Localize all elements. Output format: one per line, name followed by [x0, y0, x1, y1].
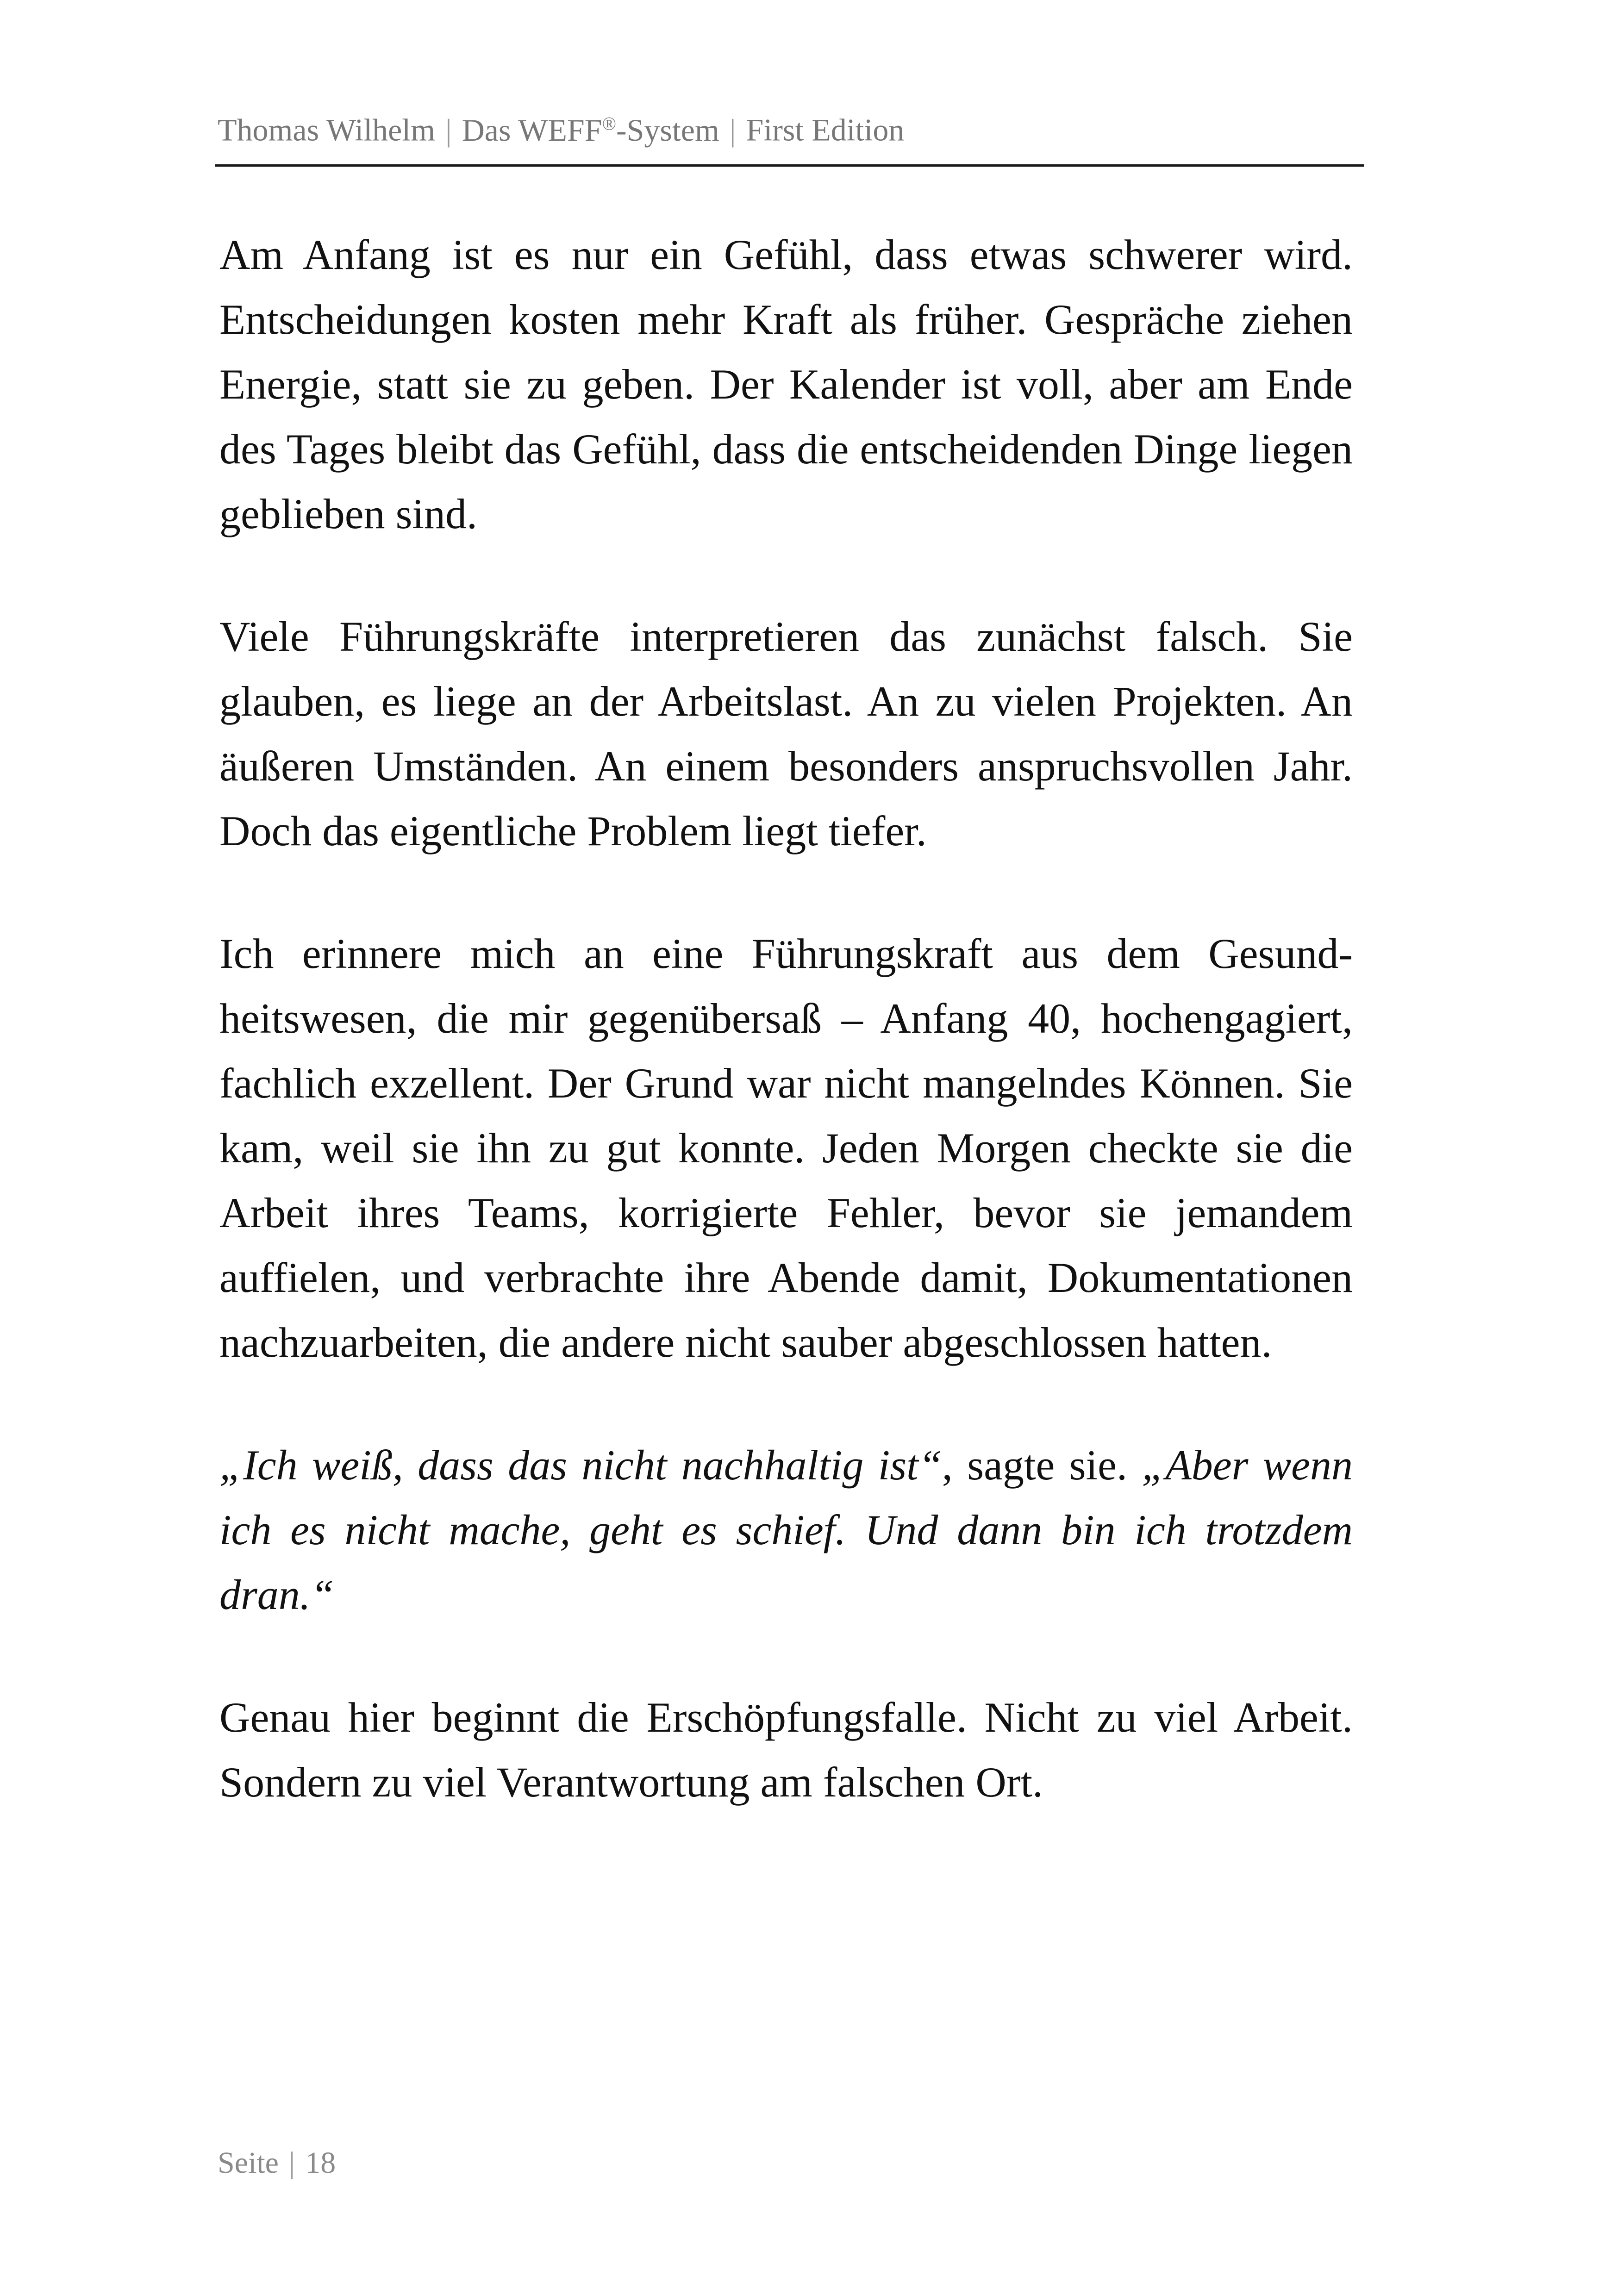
quote-part-2: „Aber wenn ich es nicht mache, geht es schief. Und dann bin ich trotzdem dran.“	[219, 1441, 1353, 1618]
header-separator: |	[445, 112, 452, 148]
header-author: Thomas Wilhelm	[218, 112, 436, 148]
paragraph-1: Am Anfang ist es nur ein Gefühl, dass etwas schwerer wird. Entscheidungen kosten mehr Kraft als früher. Gespräche ziehen Energie, statt sie zu geben. Der Kalender ist voll, aber am Ende des Tages bleibt das Gefühl, dass die entscheidenden Dinge liegen geblieben sind.	[219, 231, 1353, 537]
registered-mark: ®	[602, 113, 616, 134]
paragraph-5: Genau hier beginnt die Erschöpfungsfalle. Nicht zu viel Arbeit. Sondern zu viel Verantwortung am falschen Ort.	[219, 1694, 1353, 1806]
header-book-title	[462, 112, 719, 148]
quote-connector: , sagte sie.	[942, 1441, 1142, 1489]
header-title-prefix: Das WEFF	[462, 112, 602, 148]
quote-part-1: „Ich weiß, dass das nicht nachhaltig ist“	[219, 1441, 942, 1489]
header-title-suffix: -System	[616, 112, 719, 148]
page-number: 18	[305, 2146, 336, 2180]
page-label: Seite	[218, 2146, 279, 2180]
page-footer	[218, 2142, 336, 2184]
header-separator-2: |	[729, 112, 736, 148]
running-header	[218, 103, 1352, 151]
paragraph-3: Ich erinnere mich an eine Führungskraft aus dem Gesundheitswesen, die mir gegenübersaß – Anfang 40, hochengagiert, fachlich exzellent. Der Grund war nicht mangelndes Können. Sie kam, weil sie ihn zu gut konnte. Jeden Morgen checkte sie die Arbeit ihres Teams, korrigierte Fehler, bevor sie jemandem auffielen, und verbrachte ihre Abende damit, Dokumentationen nachzuarbeiten, die andere nicht sauber abgeschlossen hatten.	[219, 930, 1353, 1366]
paragraph-2: Viele Führungskräfte interpretieren das zunächst falsch. Sie glauben, es liege an der Arbeitslast. An zu vielen Projekten. An äußeren Umständen. An einem besonders anspruchsvollen Jahr. Doch das eigentliche Problem liegt tiefer.	[219, 613, 1353, 854]
page-body	[219, 222, 1353, 1872]
header-edition: First Edition	[746, 112, 905, 148]
quote-paragraph	[219, 1433, 1353, 1627]
header-rule	[215, 164, 1364, 167]
footer-separator: |	[288, 2146, 295, 2180]
